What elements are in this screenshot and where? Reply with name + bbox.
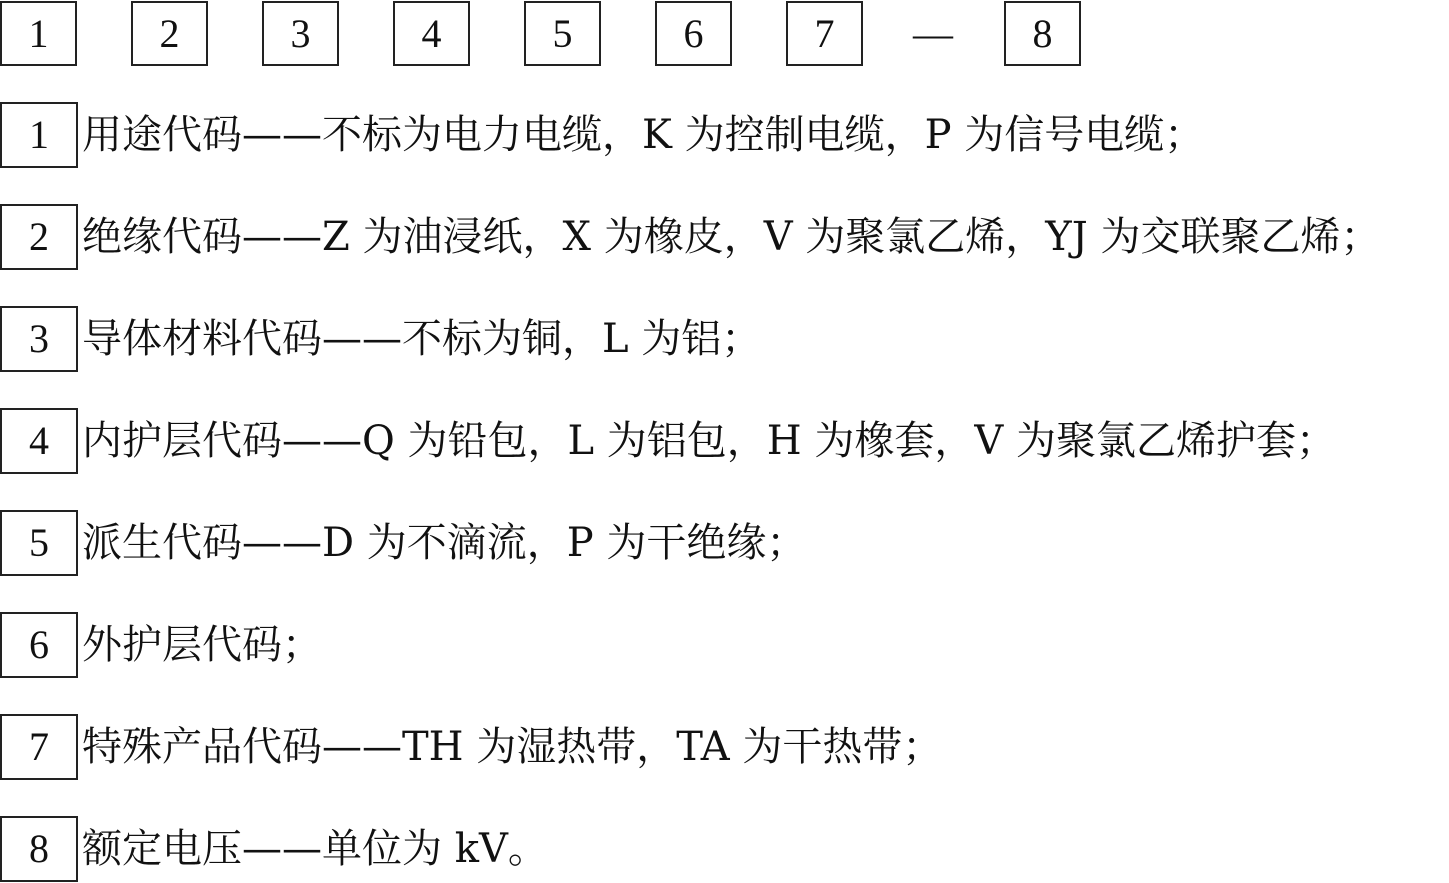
legend-description: 特殊产品代码——TH 为湿热带，TA 为干热带； — [82, 724, 943, 770]
legend-row-6 — [0, 612, 1449, 678]
format-box-1: 1 — [0, 1, 77, 66]
legend-description: 用途代码——不标为电力电缆，K 为控制电缆，P 为信号电缆； — [82, 112, 1205, 158]
format-box-3: 3 — [262, 1, 339, 66]
legend-row-2 — [0, 204, 1449, 270]
legend-number-box: 2 — [0, 204, 78, 270]
legend-row-3 — [0, 306, 1449, 372]
legend-description: 导体材料代码——不标为铜，L 为铝； — [82, 316, 762, 362]
format-box-5: 5 — [524, 1, 601, 66]
legend-description: 外护层代码； — [82, 622, 322, 668]
legend-description: 额定电压——单位为 kV。 — [82, 826, 548, 872]
format-separator: — — [913, 11, 953, 56]
legend-row-4 — [0, 408, 1449, 474]
legend-number-box: 4 — [0, 408, 78, 474]
format-box-6: 6 — [655, 1, 732, 66]
legend-description: 派生代码——D 为不滴流，P 为干绝缘； — [82, 520, 807, 566]
legend-number-box: 7 — [0, 714, 78, 780]
legend-description: 绝缘代码——Z 为油浸纸，X 为橡皮，V 为聚氯乙烯，YJ 为交联聚乙烯； — [82, 214, 1381, 260]
legend-number-box: 6 — [0, 612, 78, 678]
legend-number-box: 1 — [0, 102, 78, 168]
legend-row-7 — [0, 714, 1449, 780]
format-box-8: 8 — [1004, 1, 1081, 66]
legend-row-5 — [0, 510, 1449, 576]
format-box-2: 2 — [131, 1, 208, 66]
legend-description: 内护层代码——Q 为铅包，L 为铝包，H 为橡套，V 为聚氯乙烯护套； — [82, 418, 1336, 464]
legend-number-box: 8 — [0, 816, 78, 882]
legend-row-1 — [0, 102, 1449, 168]
legend-number-box: 3 — [0, 306, 78, 372]
legend-number-box: 5 — [0, 510, 78, 576]
format-box-7: 7 — [786, 1, 863, 66]
format-box-4: 4 — [393, 1, 470, 66]
legend-row-8 — [0, 816, 1449, 882]
